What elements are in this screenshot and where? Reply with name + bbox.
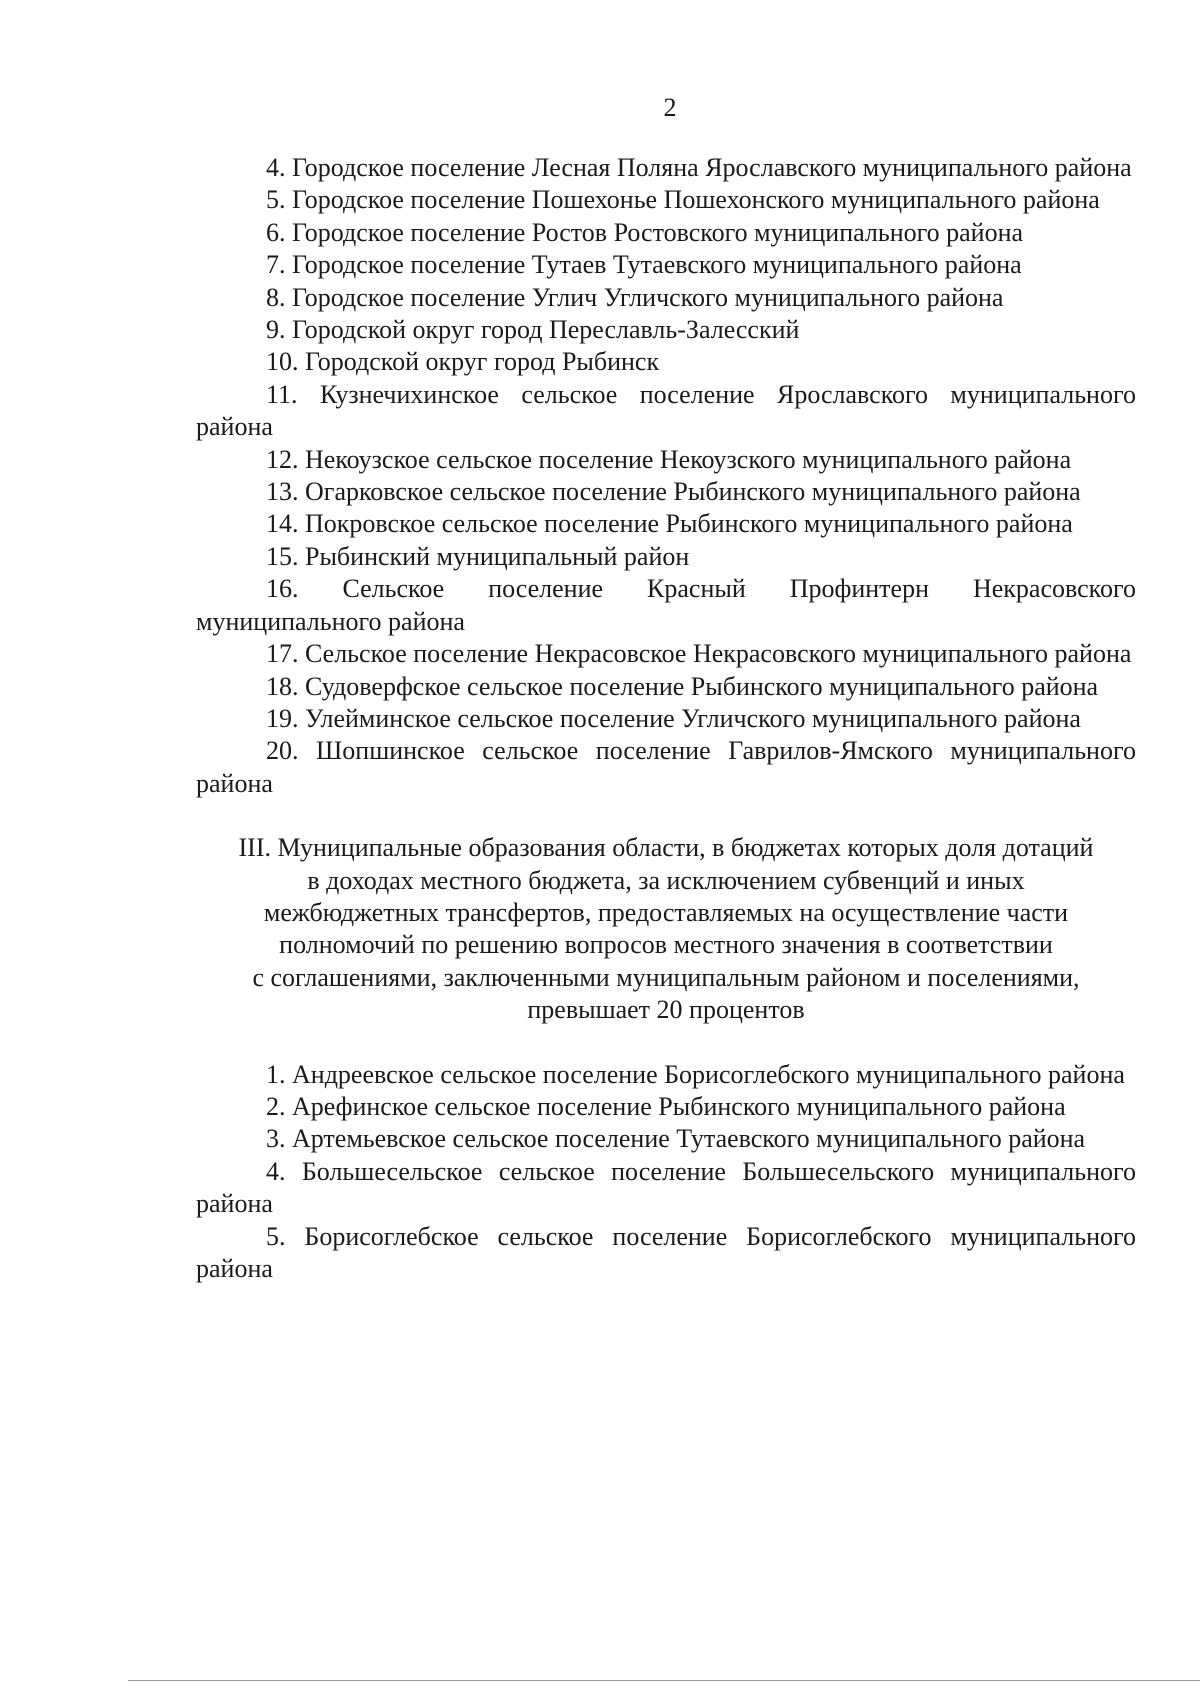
- municipality-list-section-3: [196, 1059, 1136, 1286]
- list-item: 2. Арефинское сельское поселение Рыбинского муниципального района: [266, 1091, 1066, 1121]
- list-item: 4. Городское поселение Лесная Поляна Ярославского муниципального района: [266, 153, 1132, 182]
- list-item: 13. Огарковское сельское поселение Рыбинского муниципального района: [266, 477, 1081, 507]
- list-item: 9. Городской округ город Переславль-Залесский: [266, 315, 800, 345]
- list-item: 7. Городское поселение Тутаев Тутаевского муниципального района: [266, 250, 1022, 280]
- municipality-list-section-2: [196, 152, 1136, 800]
- section-heading-line: превышает 20 процентов: [527, 995, 805, 1025]
- section-heading-line: с соглашениями, заключенными муниципальным районом и поселениями,: [252, 962, 1080, 992]
- list-item: 8. Городское поселение Углич Угличского муниципального района: [266, 282, 1004, 312]
- list-item: 5. Городское поселение Пошехонье Пошехонского муниципального района: [266, 185, 1100, 215]
- list-item: 1. Андреевское сельское поселение Борисоглебского муниципального района: [266, 1059, 1125, 1089]
- section-heading-line: в доходах местного бюджета, за исключением субвенций и иных: [307, 865, 1025, 895]
- list-item: 17. Сельское поселение Некрасовское Некрасовского муниципального района: [266, 639, 1132, 669]
- section-heading-line: полномочий по решению вопросов местного значения в соответствии: [279, 930, 1053, 960]
- list-item: 6. Городское поселение Ростов Ростовского муниципального района: [266, 217, 1024, 247]
- list-item: 16. Сельское поселение Красный Профинтерн Некрасовского муниципального района: [196, 574, 1136, 636]
- list-item: 3. Артемьевское сельское поселение Тутаевского муниципального района: [266, 1124, 1086, 1154]
- list-item: 11. Кузнечихинское сельское поселение Ярославского муниципального района: [196, 379, 1136, 442]
- document-body: [196, 152, 1136, 1285]
- list-item: 5. Борисоглебское сельское поселение Борисоглебского муниципального района: [196, 1221, 1136, 1283]
- list-item: 15. Рыбинский муниципальный район: [266, 541, 690, 571]
- list-item: 20. Шопшинское сельское поселение Гаврилов-Ямского муниципального района: [196, 736, 1136, 798]
- list-item: 12. Некоузское сельское поселение Некоузского муниципального района: [266, 444, 1072, 474]
- scan-bottom-edge-line: [128, 1680, 1200, 1681]
- list-item: 18. Судоверфское сельское поселение Рыбинского муниципального района: [266, 671, 1099, 701]
- list-item: 19. Улейминское сельское поселение Угличского муниципального района: [266, 703, 1081, 733]
- section-heading-iii: [196, 832, 1136, 1026]
- list-item: 4. Большесельское сельское поселение Большесельского муниципального района: [196, 1156, 1136, 1219]
- section-heading-line: межбюджетных трансфертов, предоставляемых на осуществление части: [263, 897, 1069, 927]
- page-number: 2: [663, 93, 677, 122]
- list-item: 14. Покровское сельское поселение Рыбинского муниципального района: [266, 509, 1073, 539]
- list-item: 10. Городской округ город Рыбинск: [266, 347, 660, 377]
- section-heading-line: III. Муниципальные образования области, в бюджетах которых доля дотаций: [238, 833, 1094, 863]
